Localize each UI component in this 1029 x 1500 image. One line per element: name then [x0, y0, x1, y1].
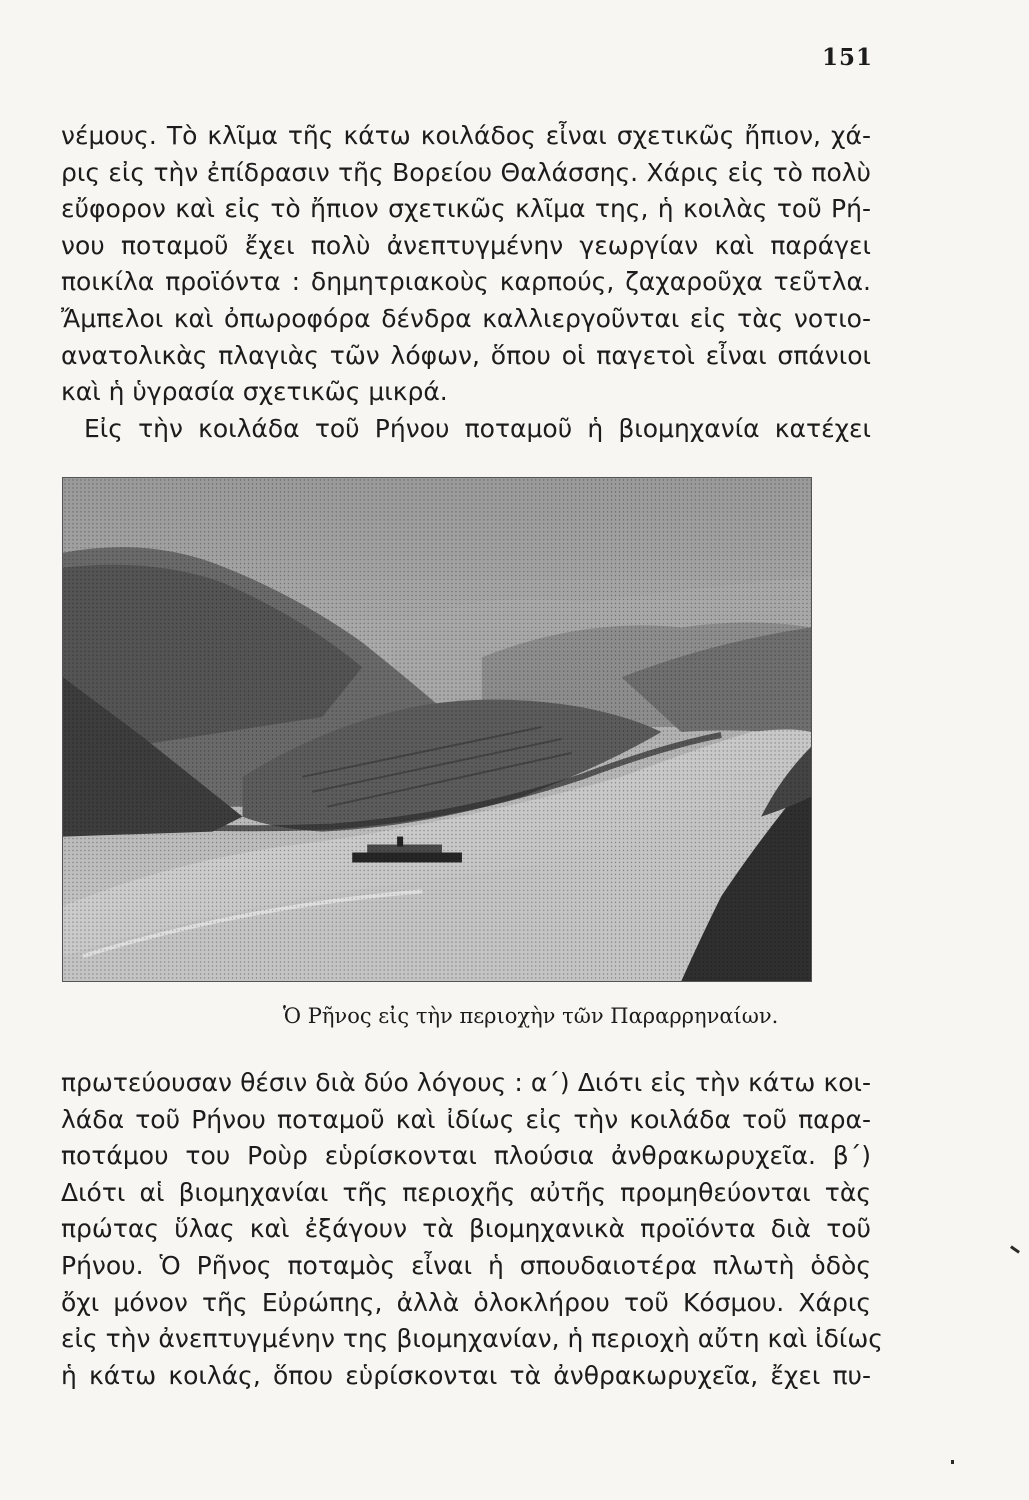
text-line: πρώτας ὕλας καὶ ἐξάγουν τὰ βιομηχανικὰ προϊόντα διὰ τοῦ: [61, 1214, 871, 1244]
text-line: Ἄμπελοι καὶ ὀπωροφόρα δένδρα καλλιεργοῦνται εἰς τὰς νοτιο-: [61, 303, 871, 333]
text-line: λάδα τοῦ Ρήνου ποταμοῦ καὶ ἰδίως εἰς τὴν κοιλάδα τοῦ παρα-: [61, 1104, 871, 1134]
text-line: εὔφορον καὶ εἰς τὸ ἤπιον σχετικῶς κλῖμα της, ἡ κοιλὰς τοῦ Ρή-: [61, 194, 871, 224]
text-line: ἡ κάτω κοιλάς, ὅπου εὑρίσκονται τὰ ἀνθρακωρυχεῖα, ἔχει πυ-: [61, 1360, 871, 1390]
paragraph-top: [61, 118, 871, 447]
text-line: νου ποταμοῦ ἔχει πολὺ ἀνεπτυγμένην γεωργίαν καὶ παράγει: [61, 230, 871, 260]
river-landscape-image: [63, 478, 811, 981]
paragraph-bottom: [61, 1065, 883, 1394]
scan-speck: [951, 1460, 954, 1464]
text-line: ρις εἰς τὴν ἐπίδρασιν τῆς Βορείου Θαλάσσης. Χάρις εἰς τὸ πολὺ: [61, 157, 871, 187]
text-line: καὶ ἡ ὑγρασία σχετικῶς μικρά.: [61, 377, 448, 407]
text-line: εἰς τὴν ἀνεπτυγμένην της βιομηχανίαν, ἡ περιοχὴ αὔτη καὶ ἰδίως: [61, 1324, 883, 1354]
rhine-river-photo: [62, 477, 812, 982]
text-line: Εἰς τὴν κοιλάδα τοῦ Ρήνου ποταμοῦ ἡ βιομηχανία κατέχει: [84, 413, 871, 443]
scan-speck: [1010, 1245, 1020, 1253]
text-line: Ρήνου. Ὁ Ρῆνος ποταμὸς εἶναι ἡ σπουδαιοτέρα πλωτὴ ὁδὸς: [61, 1250, 871, 1280]
text-line: Διότι αἱ βιομηχανίαι τῆς περιοχῆς αὐτῆς προμηθεύονται τὰς: [61, 1177, 871, 1207]
text-line: ὄχι μόνον τῆς Εὐρώπης, ἀλλὰ ὁλοκλήρου τοῦ Κόσμου. Χάρις: [61, 1287, 871, 1317]
text-line: ανατολικὰς πλαγιὰς τῶν λόφων, ὅπου οἱ παγετοὶ εἶναι σπάνιοι: [61, 340, 871, 370]
text-line: νέμους. Τὸ κλῖμα τῆς κάτω κοιλάδος εἶναι σχετικῶς ἤπιον, χά-: [61, 121, 871, 150]
text-line: ποτάμου του Ροὺρ εὑρίσκονται πλούσια ἀνθρακωρυχεῖα. β΄): [61, 1141, 871, 1171]
text-line: ποικίλα προϊόντα : δημητριακοὺς καρπούς, ζαχαροῦχα τεῦτλα.: [61, 267, 871, 297]
figure-caption: Ὁ Ρῆνος εἰς τὴν περιοχὴν τῶν Παραρρηναίων.: [283, 1004, 779, 1028]
text-line: πρωτεύουσαν θέσιν διὰ δύο λόγους : α΄) Διότι εἰς τὴν κάτω κοι-: [61, 1068, 871, 1097]
page-number: 151: [822, 44, 874, 71]
